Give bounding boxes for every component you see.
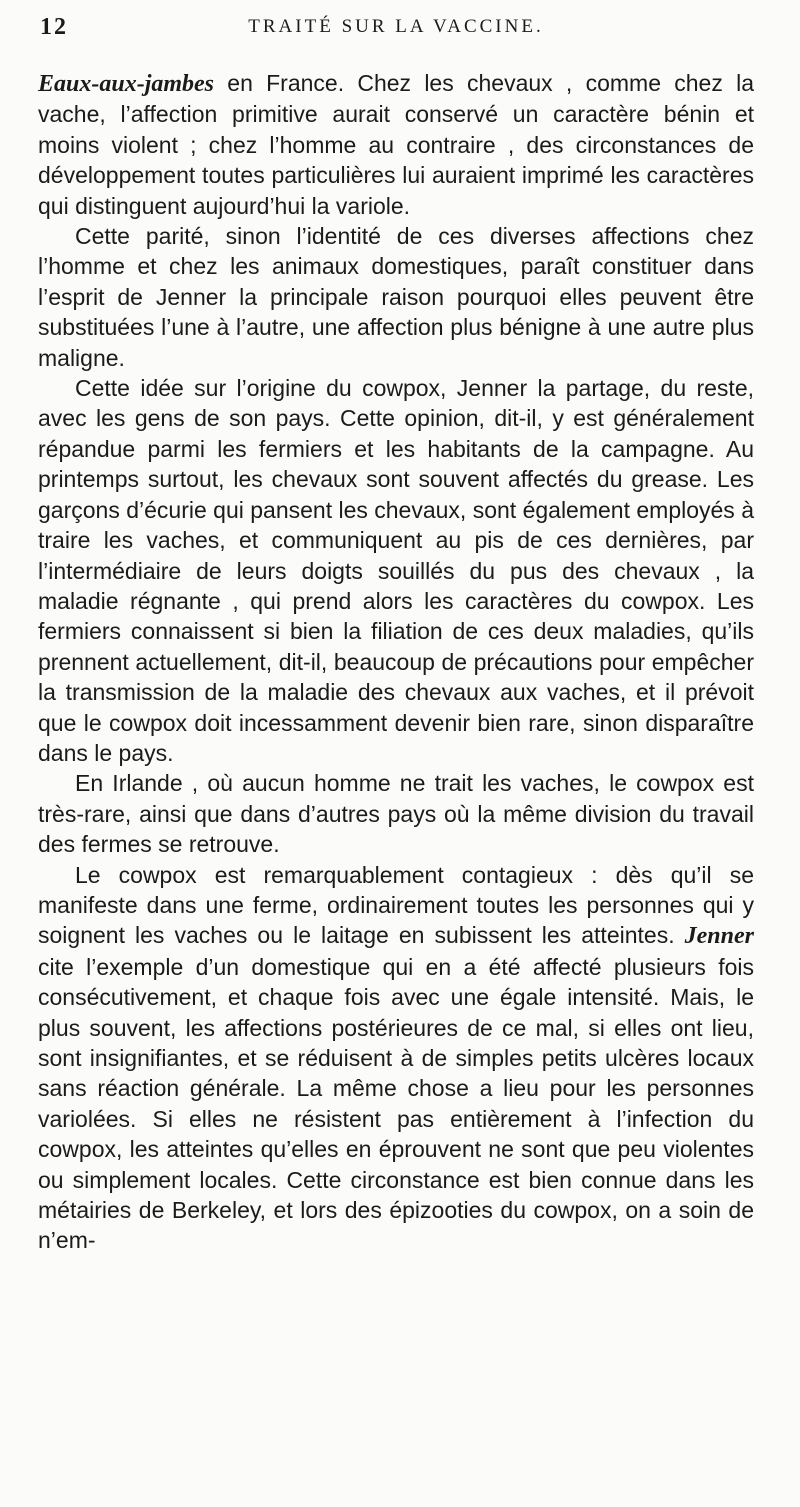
paragraph bbox=[38, 768, 754, 859]
italic-term: Eaux-aux-jambes bbox=[38, 71, 215, 97]
running-title: TRAITÉ SUR LA VACCINE. bbox=[248, 16, 544, 37]
page-number: 12 bbox=[40, 14, 68, 40]
paragraph bbox=[38, 860, 754, 1256]
paragraph bbox=[38, 68, 754, 221]
paragraph-text: en France. Chez les chevaux , comme chez la vache, l’affection primitive aurait conservé un caractère bénin et moins violent ; chez l’homme au contraire , des circonstances de développement toutes particulières lui auraient imprimé les caractères qui distinguent aujourd’hui la variole. bbox=[38, 70, 754, 219]
italic-name: Jenner bbox=[684, 923, 754, 950]
paragraph-text: cite l’exemple d’un domestique qui en a été affecté plusieurs fois consécutivement, et chaque fois avec une égale intensité. Mais, le plus souvent, les affections postérieures de ce mal, si elles ont lieu, sont insignifiantes, et se réduisent à de simples petits ulcères locaux sans réaction générale. La même chose a lieu pour les personnes variolées. Si elles ne résistent pas entièrement à l’infection du cowpox, les atteintes qu’elles en éprouvent ne sont que peu violentes ou simplement locales. Cette circonstance est bien connue dans les métairies de Berkeley, et lors des épizooties du cowpox, on a soin de n’em- bbox=[38, 953, 754, 1254]
paragraph bbox=[38, 221, 754, 373]
paragraph-text: En Irlande , où aucun homme ne trait les vaches, le cowpox est très-rare, ainsi que dans d’autres pays où la même division du travail des fermes se retrouve. bbox=[38, 770, 754, 858]
paragraph bbox=[38, 373, 754, 768]
paragraph-text: Cette idée sur l’origine du cowpox, Jenner la partage, du reste, avec les gens de son pays. Cette opinion, dit-il, y est généralement répandue parmi les fermiers et les habitants de la campagne. Au printemps surtout, les chevaux sont souvent affectés du grease. Les garçons d’écurie qui pansent les chevaux, sont également employés à traire les vaches, et communiquent au pis de ces dernières, par l’intermédiaire de leurs doigts souillés du pus des chevaux , la maladie régnante , qui prend alors les caractères du cowpox. Les fermiers connaissent si bien la filiation de ces deux maladies, qu’ils prennent actuellement, dit-il, beaucoup de précautions pour empêcher la transmission de la maladie des chevaux aux vaches, et il prévoit que le cowpox doit incessamment devenir bien rare, sinon disparaître dans le pays. bbox=[38, 375, 754, 766]
paragraph-text: Le cowpox est remarquablement contagieux : dès qu’il se manifeste dans une ferme, ordinairement toutes les personnes qui y soignent les vaches ou le laitage en subissent les atteintes. bbox=[38, 861, 754, 949]
page-header bbox=[40, 14, 752, 54]
paragraph-text: Cette parité, sinon l’identité de ces diverses affections chez l’homme et chez les animaux domestiques, paraît constituer dans l’esprit de Jenner la principale raison pourquoi elles peuvent être substituées l’une à l’autre, une affection plus bénigne à une autre plus maligne. bbox=[38, 223, 754, 371]
body-text bbox=[38, 68, 754, 1256]
